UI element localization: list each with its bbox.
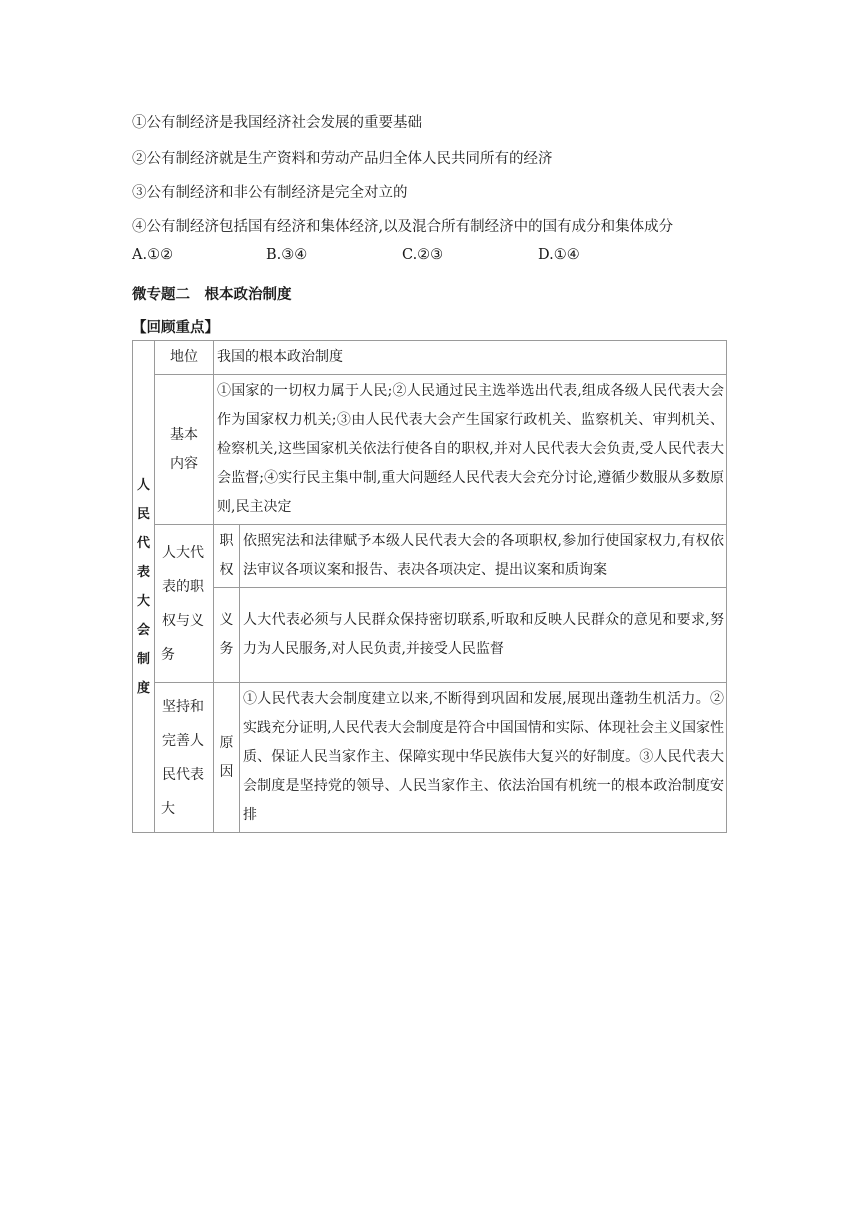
reason-label: 原因: [214, 683, 240, 833]
choice-d: D.①④: [538, 247, 580, 263]
choice-a: A.①②: [132, 247, 174, 263]
option-statement-2: ②公有制经济就是生产资料和劳动产品归全体人民共同所有的经济: [132, 151, 553, 167]
choice-b: B.③④: [266, 247, 308, 263]
option-statement-4: ④公有制经济包括国有经济和集体经济,以及混合所有制经济中的国有成分和集体成分: [132, 219, 674, 235]
uphold-label: 坚持和完善人民代表大: [155, 683, 214, 833]
obligation-label: 义务: [214, 588, 240, 683]
option-statement-1: ①公有制经济是我国经济社会发展的重要基础: [132, 115, 422, 131]
obligation-content: 人大代表必须与人民群众保持密切联系,听取和反映人民群众的意见和要求,努力为人民服务,对人民负责,并接受人民监督: [240, 588, 727, 683]
system-label: 人民代表大会制度: [136, 477, 150, 696]
deputy-rights-label: 人大代表的职权与义务: [155, 525, 214, 683]
position-label: 地位: [155, 341, 214, 375]
duty-power-label: 职权: [214, 525, 240, 588]
basic-content-label: 基本内容: [155, 375, 214, 525]
system-label-cell: [133, 341, 155, 833]
choice-c: C.②③: [402, 247, 444, 263]
section-title: 微专题二 根本政治制度: [132, 287, 292, 303]
basic-content-text: ①国家的一切权力属于人民;②人民通过民主选举选出代表,组成各级人民代表大会作为国家权力机关;③由人民代表大会产生国家行政机关、监察机关、审判机关、检察机关,这些国家机关依法行使各自的职权,并对人民代表大会负责,受人民代表大会监督;④实行民主集中制,重大问题经人民代表大会充分讨论,遵循少数服从多数原则,民主决定: [214, 375, 727, 525]
review-table: [132, 340, 727, 833]
section-subtitle: 【回顾重点】: [132, 320, 219, 336]
duty-power-content: 依照宪法和法律赋予本级人民代表大会的各项职权,参加行使国家权力,有权依法审议各项议案和报告、表决各项决定、提出议案和质询案: [240, 525, 727, 588]
reason-content: ①人民代表大会制度建立以来,不断得到巩固和发展,展现出蓬勃生机活力。②实践充分证明,人民代表大会制度是符合中国国情和实际、体现社会主义国家性质、保证人民当家作主、保障实现中华民族伟大复兴的好制度。③人民代表大会制度是坚持党的领导、人民当家作主、依法治国有机统一的根本政治制度安排: [240, 683, 727, 833]
option-statement-3: ③公有制经济和非公有制经济是完全对立的: [132, 185, 408, 201]
position-content: 我国的根本政治制度: [214, 341, 727, 375]
